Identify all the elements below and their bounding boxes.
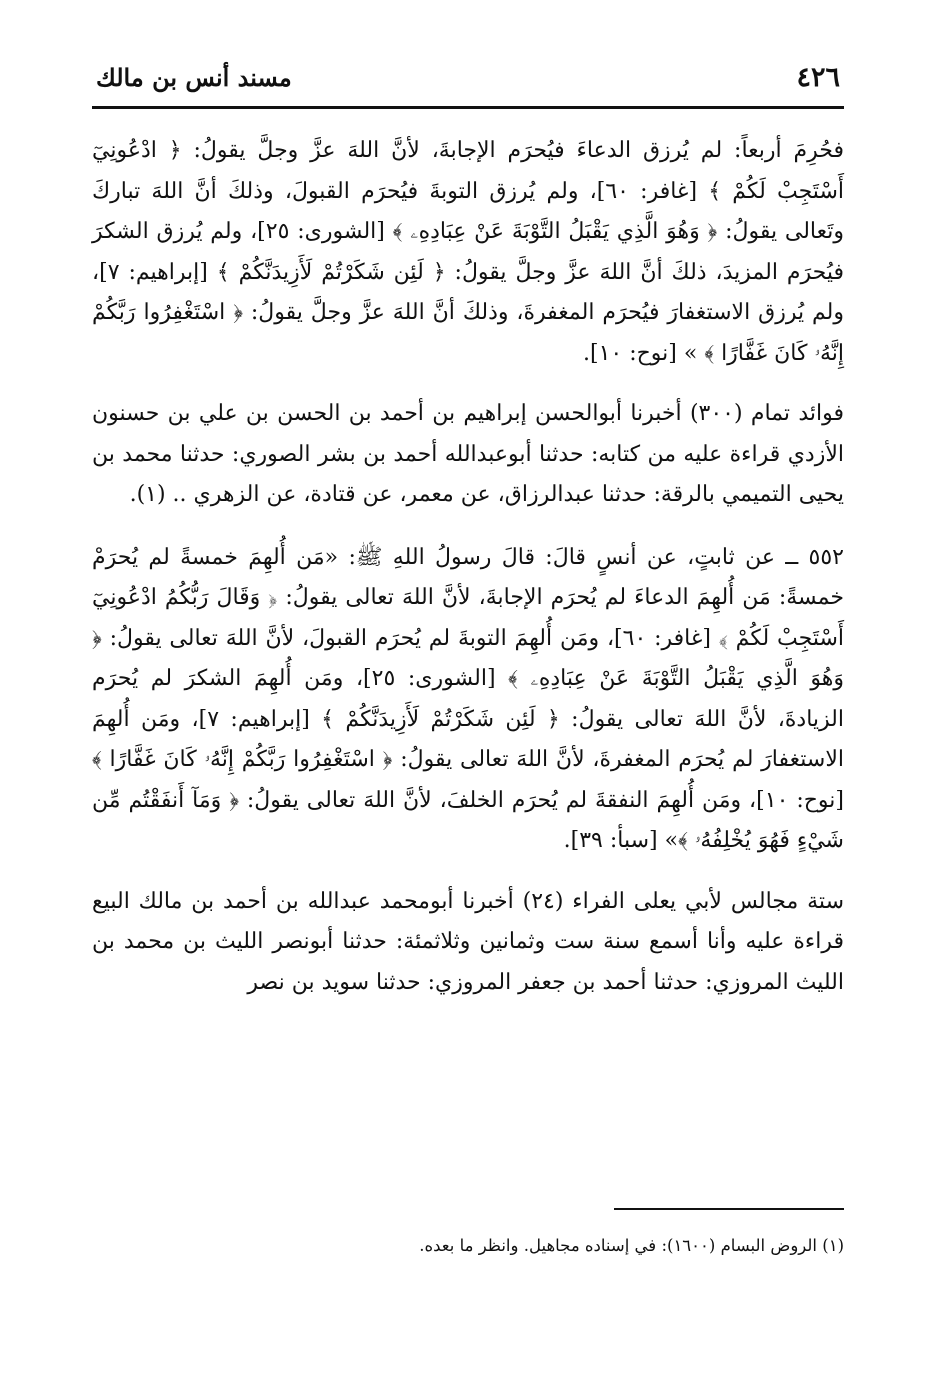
- page-header: [92, 62, 844, 109]
- book-page: [92, 62, 844, 1003]
- footnote: (١) الروض البسام (١٦٠٠): في إسناده مجاهيل. وانظر ما بعده.: [419, 1236, 844, 1255]
- running-title: مسند أنس بن مالك: [96, 63, 292, 92]
- footnote-separator: [614, 1208, 844, 1210]
- paragraph-source-sitta-majalis: ستة مجالس لأبي يعلى الفراء (٢٤) أخبرنا أبومحمد عبدالله بن أحمد بن مالك البيع قراءة عليه وأنا أسمع سنة ست وثمانين وثلاثمئة: حدثنا أبونصر الليث بن محمد بن الليث المروزي: حدثنا أحمد بن جعفر المروزي: حدثنا سويد بن نصر: [92, 888, 845, 995]
- page-number: ٤٢٦: [796, 62, 840, 93]
- paragraph-hadith-text: فحُرِمَ أربعاً: لم يُرزق الدعاءَ فيُحرَم الإجابةَ، لأنَّ اللهَ عزَّ وجلَّ يقولُ: ﴿ ادْعُونِيٓ أَسْتَجِبْ لَكُمْ ﴾ [غافر: ٦٠]، ولم يُرزق التوبةَ فيُحرَم القبولَ، وذلكَ أنَّ اللهَ تباركَ وتَعالى يقولُ: ﴿ وَهُوَ الَّذِي يَقْبَلُ التَّوْبَةَ عَنْ عِبَادِهِۦ ﴾ [الشورى: ٢٥]، ولم يُرزق الشكرَ فيُحرَم المزيدَ، ذلكَ أنَّ اللهَ عزَّ وجلَّ يقولُ: ﴿ لَئِن شَكَرْتُمْ لَأَزِيدَنَّكُمْ ﴾ [إبراهيم: ٧]، ولم يُرزق الاستغفارَ فيُحرَم المغفرةَ، وذلكَ أنَّ اللهَ عزَّ وجلَّ يقولُ: ﴿ اسْتَغْفِرُوا رَبَّكُمْ إِنَّهُۥ كَانَ غَفَّارًا ﴾ » [نوح: ١٠].: [92, 138, 844, 366]
- paragraph-source-fawaid-tammam: فوائد تمام (٣٠٠) أخبرنا أبوالحسن إبراهيم بن أحمد بن الحسن بن علي بن حسنون الأزدي قراءة عليه من كتابه: حدثنا أبوعبدالله أحمد بن بشر الصوري: حدثنا محمد بن يحيى التميمي بالرقة: حدثنا عبدالرزاق، عن معمر، عن قتادة، عن الزهري .. (١).: [92, 401, 844, 507]
- paragraph-hadith-552: ٥٥٢ ــ عن ثابتٍ، عن أنسٍ قالَ: قالَ رسولُ اللهِ ﷺ: «مَن أُلهِمَ خمسةً لم يُحرَمْ خمسةً: مَن أُلهِمَ الدعاءَ لم يُحرَم الإجابةَ، لأنَّ اللهَ تعالى يقولُ: ﴿ وَقَالَ رَبُّكُمُ ادْعُونِيٓ أَسْتَجِبْ لَكُمْ ﴾ [غافر: ٦٠]، ومَن أُلهِمَ التوبةَ لم يُحرَم القبولَ، لأنَّ اللهَ تعالى يقولُ: ﴿ وَهُوَ الَّذِي يَقْبَلُ التَّوْبَةَ عَنْ عِبَادِهِۦ ﴾ [الشورى: ٢٥]، ومَن أُلهِمَ الشكرَ لم يُحرَم الزيادةَ، لأنَّ اللهَ تعالى يقولُ: ﴿ لَئِن شَكَرْتُمْ لَأَزِيدَنَّكُمْ ﴾ [إبراهيم: ٧]، ومَن أُلهِمَ الاستغفارَ لم يُحرَم المغفرةَ، لأنَّ اللهَ تعالى يقولُ: ﴿ اسْتَغْفِرُوا رَبَّكُمْ إِنَّهُۥ كَانَ غَفَّارًا ﴾ [نوح: ١٠]، ومَن أُلهِمَ النفقةَ لم يُحرَم الخلفَ، لأنَّ اللهَ تعالى يقولُ: ﴿ وَمَآ أَنفَقْتُم مِّن شَيْءٍ فَهُوَ يُخْلِفُهُۥ ﴾» [سبأ: ٣٩].: [92, 544, 845, 853]
